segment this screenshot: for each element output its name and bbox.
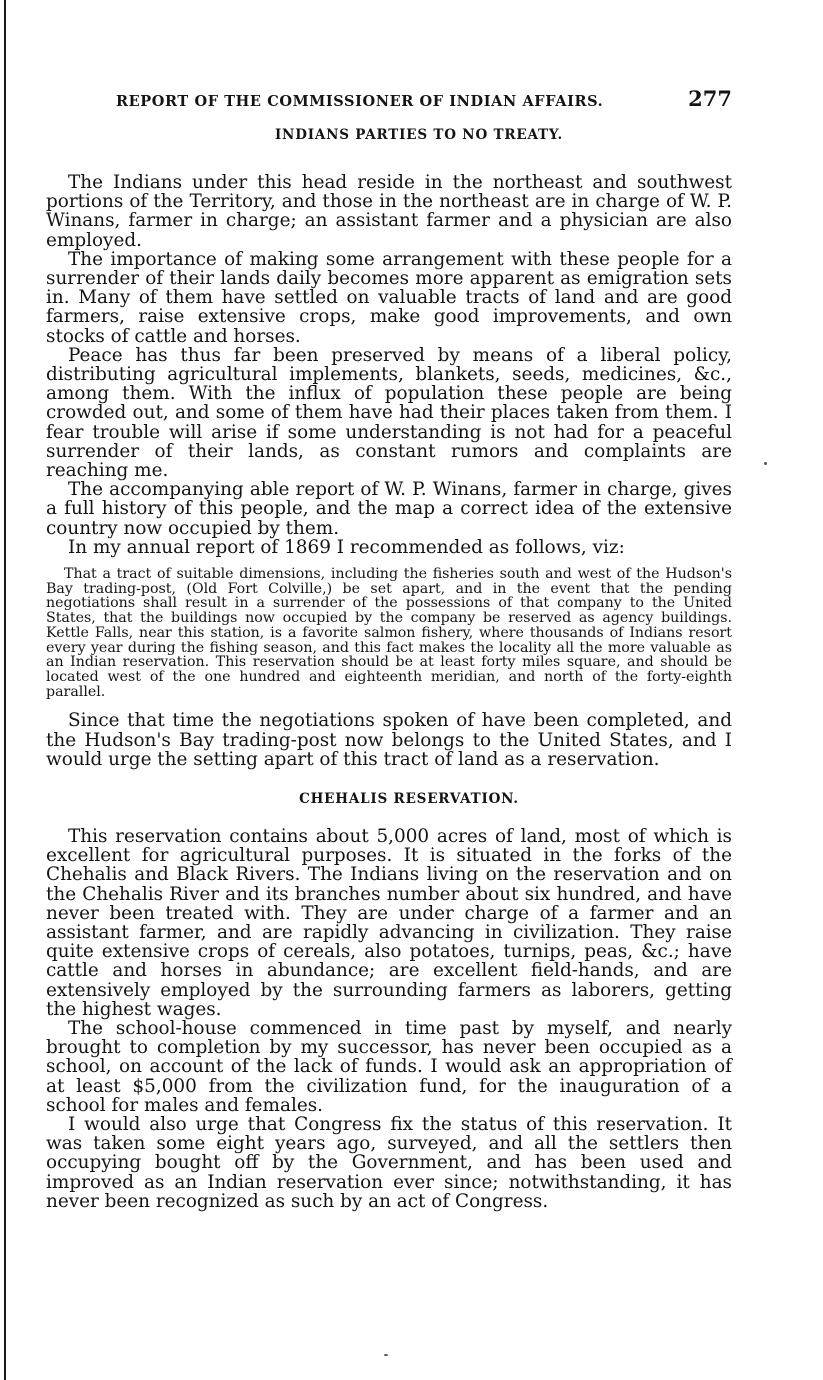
block-quote: That a tract of suitable dimensions, including the fisheries south and west of the Hudson's Bay trading-post, (Old Fort Colville,) be set apart, and in the event that the pending negotiations shall result in a surrender of the possessions of that company to the United States, that the buildings now occupied by the company be reserved as agency buildings. Kettle Falls, near this station, is a favorite salmon fishery, where thousands of Indians resort every year during the fishing season, and this fact makes the locality all the more valuable as an Indian reservation. This reservation should be at least forty miles square, and should be located west of the one hundred and eighteenth meridian, and north of the forty-eighth parallel. [46, 566, 732, 700]
paragraph: The importance of making some arrangement with these people for a surrender of their lands daily becomes more apparent as emigration sets in. Many of them have settled on valuable tracts of land and are good farmers, raise extensive crops, make good improvements, and own stocks of cattle and horses. [46, 248, 732, 347]
page-edge-rule [4, 0, 6, 1380]
paragraph: In my annual report of 1869 I recommended as follows, viz: [68, 536, 625, 558]
running-title: REPORT OF THE COMMISSIONER OF INDIAN AFFAIRS. [116, 93, 604, 110]
section-title-chehalis: CHEHALIS RESERVATION. [299, 791, 519, 807]
paragraph: The accompanying able report of W. P. Winans, farmer in charge, gives a full history of this people, and the map a correct idea of the extensive country now occupied by them. [46, 479, 732, 539]
page-number: 277 [688, 86, 732, 111]
document-page [46, 86, 732, 1211]
paragraph: Peace has thus far been preserved by means of a liberal policy, distributing agricultural implements, blankets, seeds, medicines, &c., among them. With the influx of population these people are being crowded out, and some of them have had their places taken from them. I fear trouble will arise if some understanding is not had for a peaceful surrender of their lands, as constant rumors and complaints are reaching me. [46, 344, 732, 482]
running-header [116, 86, 732, 111]
section-title-no-treaty: INDIANS PARTIES TO NO TREATY. [274, 127, 564, 143]
paragraph: Since that time the negotiations spoken of have been completed, and the Hudson's Bay trading-post now belongs to the United States, and I would urge the setting apart of this tract of land as a reservation. [46, 710, 732, 770]
paragraph: The school-house commenced in time past by myself, and nearly brought to completion by my successor, has never been occupied as a school, on account of the lack of funds. I would ask an appropriation of at least $5,000 from the civilization fund, for the inauguration of a school for males and females. [46, 1018, 732, 1116]
paragraph: I would also urge that Congress fix the status of this reservation. It was taken some eight years ago, surveyed, and all the settlers then occupying bought off by the Government, and has been used and improved as an Indian reservation ever since; notwithstanding, it has never been recognized as such by an act of Congress. [46, 1114, 732, 1212]
paragraph: The Indians under this head reside in the northeast and southwest portions of the Territory, and those in the northeast are in charge of W. P. Winans, farmer in charge; an assistant farmer and a physician are also employed. [46, 172, 732, 251]
paragraph: This reservation contains about 5,000 acres of land, most of which is excellent for agricultural purposes. It is situated in the forks of the Chehalis and Black Rivers. The Indians living on the reservation and on the Chehalis River and its branches number about six hundred, and have never been treated with. They are under charge of a farmer and an assistant farmer, and are rapidly advancing in civilization. They raise quite extensive crops of cereals, also potatoes, turnips, peas, &c.; have cattle and horses in abundance; are excellent field-hands, and are extensively employed by the surrounding farmers as laborers, getting the highest wages. [46, 826, 732, 1020]
